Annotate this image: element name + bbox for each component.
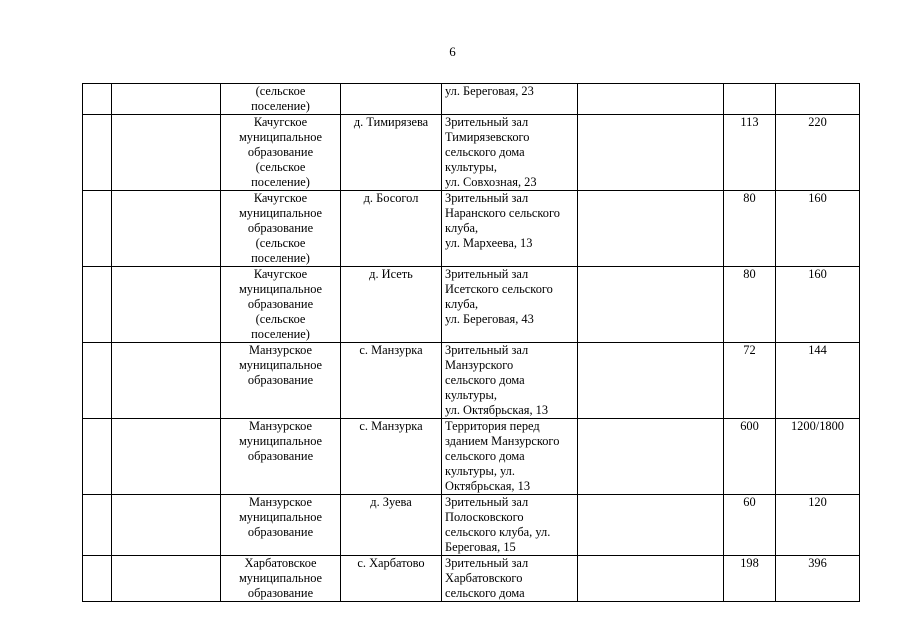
capacity-cell-text: 220 <box>808 115 827 129</box>
blank-cell <box>112 115 221 191</box>
seats-cell <box>724 115 776 191</box>
blank-cell <box>112 495 221 556</box>
number-cell <box>83 115 112 191</box>
blank-cell <box>578 419 724 495</box>
blank-cell <box>112 84 221 115</box>
blank-cell <box>112 191 221 267</box>
blank-cell <box>112 419 221 495</box>
venue-address-cell-text: Зрительный зал Манзурского сельского дома культуры, ул. Октябрьская, 13 <box>445 343 549 417</box>
venue-address-cell-text: Территория перед зданием Манзурского сельского дома культуры, ул. Октябрьская, 13 <box>445 419 560 493</box>
municipality-cell-text: Манзурское муниципальное образование <box>238 343 323 387</box>
capacity-cell <box>776 267 860 343</box>
capacity-cell-text: 1200/1800 <box>790 419 844 433</box>
blank-cell <box>112 267 221 343</box>
seats-cell-text: 60 <box>743 495 756 509</box>
settlement-cell-text: д. Тимирязева <box>353 115 429 129</box>
capacity-cell <box>776 115 860 191</box>
table-row <box>83 84 860 115</box>
capacity-cell <box>776 343 860 419</box>
blank-cell <box>112 556 221 602</box>
blank-cell <box>578 84 724 115</box>
seats-cell-text: 198 <box>740 556 759 570</box>
table-row <box>83 115 860 191</box>
municipality-cell-text: Харбатовское муниципальное образование <box>238 556 323 600</box>
seats-cell <box>724 191 776 267</box>
number-cell <box>83 556 112 602</box>
capacity-cell-text: 160 <box>808 267 827 281</box>
venue-address-cell-text: Зрительный зал Тимирязевского сельского дома культуры, ул. Совхозная, 23 <box>445 115 537 189</box>
seats-cell <box>724 267 776 343</box>
capacity-cell <box>776 419 860 495</box>
settlement-cell-text: д. Зуева <box>370 495 412 509</box>
table-row <box>83 343 860 419</box>
municipality-cell <box>221 84 341 115</box>
table-row <box>83 191 860 267</box>
number-cell <box>83 191 112 267</box>
blank-cell <box>578 343 724 419</box>
blank-cell <box>112 343 221 419</box>
seats-cell-text: 80 <box>743 267 756 281</box>
seats-cell-text: 113 <box>740 115 759 129</box>
venue-address-cell <box>442 115 578 191</box>
capacity-cell <box>776 495 860 556</box>
table-row <box>83 556 860 602</box>
venue-address-cell <box>442 191 578 267</box>
venue-address-cell-text: Зрительный зал Наранского сельского клуба, ул. Мархеева, 13 <box>445 191 560 250</box>
venue-address-cell-text: Зрительный зал Исетского сельского клуба, ул. Береговая, 43 <box>445 267 553 326</box>
settlement-cell-text: с. Харбатово <box>357 556 425 570</box>
municipality-cell-text: Качугское муниципальное образование (сельское поселение) <box>238 191 323 265</box>
settlement-cell <box>341 115 442 191</box>
seats-cell-text: 80 <box>743 191 756 205</box>
table-row <box>83 495 860 556</box>
venues-table <box>82 83 860 602</box>
capacity-cell <box>776 191 860 267</box>
settlement-cell-text: д. Исеть <box>369 267 413 281</box>
municipality-cell <box>221 115 341 191</box>
venue-address-cell <box>442 495 578 556</box>
venue-address-cell <box>442 84 578 115</box>
blank-cell <box>578 191 724 267</box>
number-cell <box>83 84 112 115</box>
capacity-cell-text: 396 <box>808 556 827 570</box>
seats-cell <box>724 419 776 495</box>
seats-cell <box>724 84 776 115</box>
blank-cell <box>578 556 724 602</box>
capacity-cell <box>776 84 860 115</box>
settlement-cell <box>341 84 442 115</box>
seats-cell <box>724 556 776 602</box>
municipality-cell-text: Манзурское муниципальное образование <box>238 419 323 463</box>
number-cell <box>83 267 112 343</box>
number-cell <box>83 495 112 556</box>
table-row <box>83 419 860 495</box>
municipality-cell-text: Качугское муниципальное образование (сельское поселение) <box>238 267 323 341</box>
blank-cell <box>578 267 724 343</box>
municipality-cell-text: Качугское муниципальное образование (сельское поселение) <box>238 115 323 189</box>
settlement-cell <box>341 556 442 602</box>
municipality-cell <box>221 556 341 602</box>
capacity-cell-text: 144 <box>808 343 827 357</box>
municipality-cell <box>221 343 341 419</box>
blank-cell <box>578 495 724 556</box>
number-cell <box>83 343 112 419</box>
settlement-cell <box>341 267 442 343</box>
page-number: 6 <box>449 44 456 59</box>
venue-address-cell-text: ул. Береговая, 23 <box>445 84 534 98</box>
municipality-cell-text: Манзурское муниципальное образование <box>238 495 323 539</box>
seats-cell-text: 72 <box>743 343 756 357</box>
seats-cell <box>724 495 776 556</box>
venue-address-cell <box>442 267 578 343</box>
venue-address-cell <box>442 556 578 602</box>
seats-cell <box>724 343 776 419</box>
settlement-cell <box>341 419 442 495</box>
settlement-cell-text: д. Босогол <box>363 191 419 205</box>
venue-address-cell <box>442 343 578 419</box>
seats-cell-text: 600 <box>740 419 759 433</box>
municipality-cell <box>221 419 341 495</box>
municipality-cell-text: (сельское поселение) <box>251 84 310 113</box>
table-row <box>83 267 860 343</box>
capacity-cell-text: 120 <box>808 495 827 509</box>
venue-address-cell-text: Зрительный зал Полосковского сельского клуба, ул. Береговая, 15 <box>445 495 551 554</box>
capacity-cell <box>776 556 860 602</box>
venue-address-cell <box>442 419 578 495</box>
blank-cell <box>578 115 724 191</box>
number-cell <box>83 419 112 495</box>
capacity-cell-text: 160 <box>808 191 827 205</box>
municipality-cell <box>221 495 341 556</box>
venue-address-cell-text: Зрительный зал Харбатовского сельского дома <box>445 556 529 600</box>
municipality-cell <box>221 191 341 267</box>
settlement-cell <box>341 191 442 267</box>
settlement-cell <box>341 495 442 556</box>
settlement-cell-text: с. Манзурка <box>359 343 423 357</box>
settlement-cell-text: с. Манзурка <box>359 419 423 433</box>
settlement-cell <box>341 343 442 419</box>
municipality-cell <box>221 267 341 343</box>
